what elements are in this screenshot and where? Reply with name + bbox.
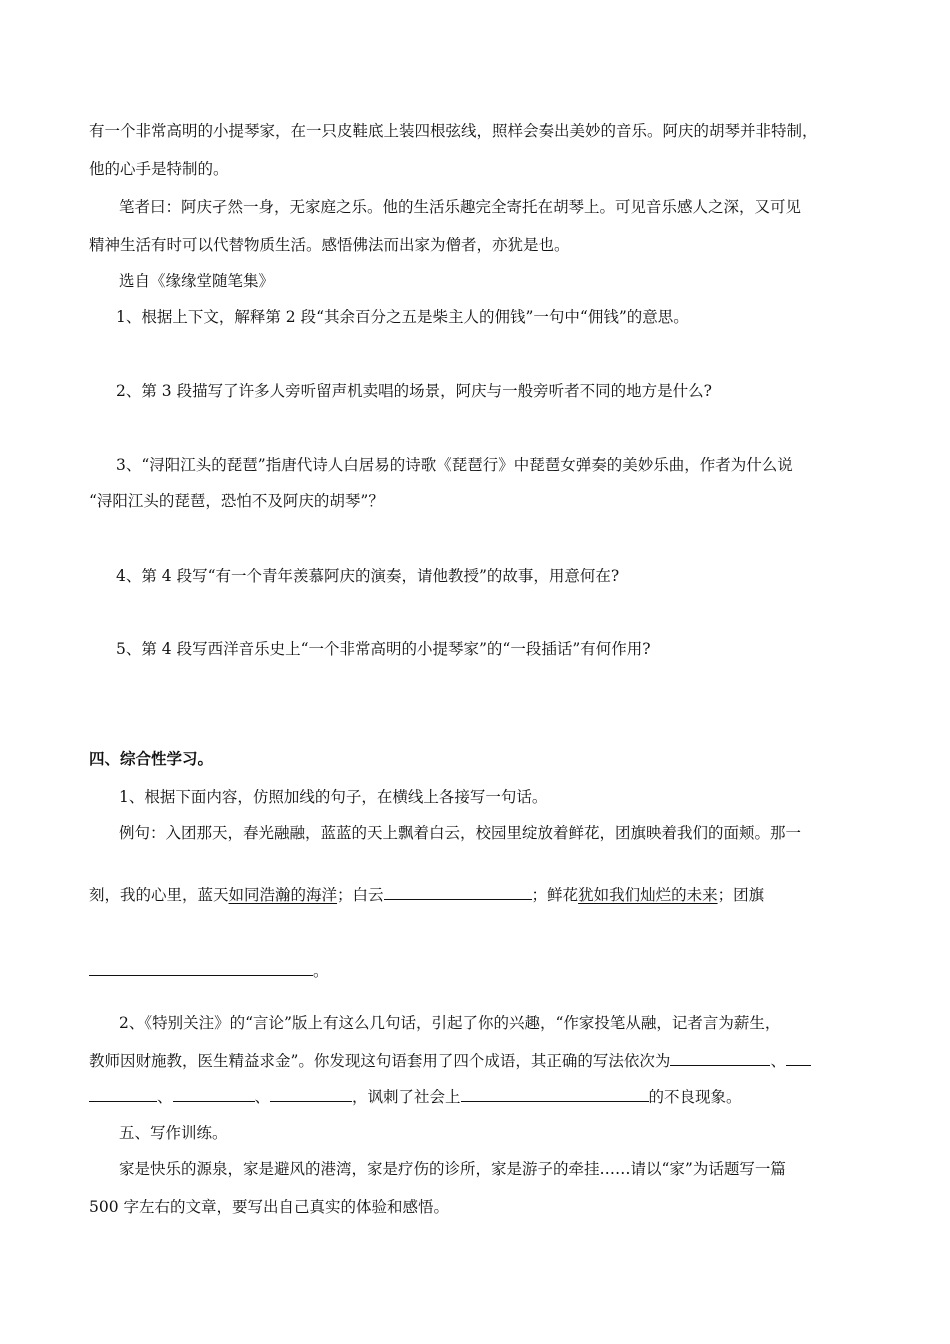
section-5-heading: 五、写作训练。 [119, 1124, 228, 1142]
section-5-line2: 500 字左右的文章，要写出自己真实的体验和感悟。 [89, 1198, 450, 1216]
answer-blank-tuanqi[interactable] [89, 960, 313, 976]
phenomenon-blank[interactable] [461, 1086, 649, 1102]
question-3-line1: 3、“浔阳江头的琵琶”指唐代诗人白居易的诗歌《琵琶行》中琵琶女弹奏的美妙乐曲，作者为什么说 [116, 456, 793, 474]
example-text-b: ；白云 [337, 886, 384, 904]
idiom-blank-4[interactable] [270, 1086, 352, 1102]
idiom-sep-1: 、 [770, 1052, 786, 1070]
idiom-blank-1[interactable] [670, 1050, 770, 1066]
example-text-d: ；团旗 [717, 886, 765, 904]
idiom-blank-2-start[interactable] [786, 1050, 811, 1066]
question-4: 4、第 4 段写“有一个青年羡慕阿庆的演奏，请他教授”的故事，用意何在? [116, 567, 620, 585]
question-5: 5、第 4 段写西洋音乐史上“一个非常高明的小提琴家”的“一段插话”有何作用? [116, 640, 651, 658]
example-line2 [89, 884, 764, 906]
q2-end: 的不良现象。 [648, 1088, 742, 1106]
passage-p1-line1: 有一个非常高明的小提琴家，在一只皮鞋底上装四根弦线，照样会奏出美妙的音乐。阿庆的胡琴并非特制， [89, 122, 818, 140]
example-end: 。 [313, 962, 329, 980]
q2-mid: ，讽刺了社会上 [352, 1088, 461, 1106]
question-1: 1、根据上下文，解释第 2 段“其余百分之五是柴主人的佣钱”一句中“佣钱”的意思。 [116, 308, 689, 326]
example-underlined-1: 如同浩瀚的海洋 [228, 886, 338, 904]
section-4-q2-line1: 2、《特别关注》的“言论”版上有这么几句话，引起了你的兴趣，“作家投笔从融，记者言为薪生， [119, 1014, 781, 1032]
passage-p1-line2: 他的心手是特制的。 [89, 160, 229, 178]
section-5-line1: 家是快乐的源泉，家是避风的港湾，家是疗伤的诊所，家是游子的牵挂……请以“家”为话题写一篇 [119, 1160, 786, 1178]
idiom-blank-3[interactable] [173, 1086, 255, 1102]
section-4-q1: 1、根据下面内容，仿照加线的句子，在横线上各接写一句话。 [119, 788, 548, 806]
passage-p2-line1: 笔者曰：阿庆孑然一身，无家庭之乐。他的生活乐趣完全寄托在胡琴上。可见音乐感人之深，又可见 [119, 198, 802, 216]
example-text-c: ；鲜花 [531, 886, 579, 904]
section-4-q2-line2 [89, 1050, 811, 1072]
question-2: 2、第 3 段描写了许多人旁听留声机卖唱的场景，阿庆与一般旁听者不同的地方是什么? [116, 382, 712, 400]
example-text-a: 刻，我的心里，蓝天 [89, 886, 229, 904]
passage-p2-line2: 精神生活有时可以代替物质生活。感悟佛法而出家为僧者，亦犹是也。 [89, 236, 570, 254]
question-3-line2: “浔阳江头的琵琶，恐怕不及阿庆的胡琴”？ [89, 492, 384, 510]
answer-blank-baiyun[interactable] [384, 884, 532, 900]
idiom-blank-2[interactable] [89, 1086, 157, 1102]
section-4-q2-line3 [89, 1086, 742, 1108]
example-line1: 例句：入团那天，春光融融，蓝蓝的天上飘着白云，校园里绽放着鲜花，团旗映着我们的面颊。那一 [119, 824, 802, 842]
idiom-sep-2: 、 [157, 1088, 173, 1106]
example-line3 [89, 960, 329, 982]
section-4-heading: 四、综合性学习。 [89, 750, 214, 768]
q2-line2-text: 教师因财施教，医生精益求金”。你发现这句语套用了四个成语，其正确的写法依次为 [89, 1052, 671, 1070]
example-underlined-2: 犹如我们灿烂的未来 [578, 886, 718, 904]
passage-source: 选自《缘缘堂随笔集》 [119, 272, 275, 290]
idiom-sep-3: 、 [254, 1088, 271, 1106]
